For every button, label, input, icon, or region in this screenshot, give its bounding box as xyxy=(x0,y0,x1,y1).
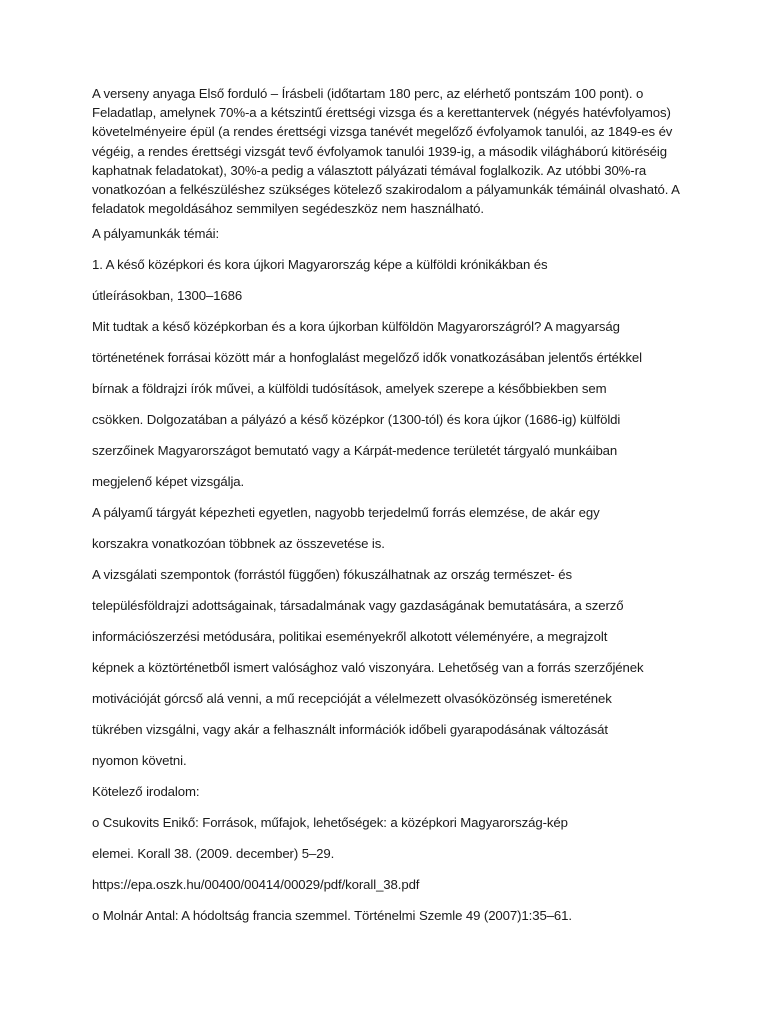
topic-body-line: Mit tudtak a késő középkorban és a kora újkorban külföldön Magyarországról? A magyarság xyxy=(92,319,620,335)
intro-line: végéig, a rendes érettségi vizsgát tevő évfolyamok tanulói 1939-ig, a második világháború kitöréséig xyxy=(92,143,667,159)
intro-line: követelményeire épül (a rendes érettségi vizsga tanévét megelőző évfolyamok tanulói, az 1849-es év xyxy=(92,124,673,140)
topic-body-line: motivációját górcső alá venni, a mű recepcióját a vélelmezett olvasóközönség ismeretének xyxy=(92,691,612,707)
reference-line: o Csukovits Enikő: Források, műfajok, lehetőségek: a középkori Magyarország-kép xyxy=(92,815,568,831)
required-reading-heading: Kötelező irodalom: xyxy=(92,784,200,800)
intro-line: kaphatnak feladatokat), 30%-a pedig a választott pályázati témával foglalkozik. Az utóbbi 30%-ra xyxy=(92,162,647,178)
intro-paragraph xyxy=(92,84,682,218)
topic-title-line: útleírásokban, 1300–1686 xyxy=(92,288,243,304)
topic-body-line: A vizsgálati szempontok (forrástól függően) fókuszálhatnak az ország természet- és xyxy=(92,567,572,583)
intro-line: A verseny anyaga Első forduló – Írásbeli (időtartam 180 perc, az elérhető pontszám 100 pont). o xyxy=(92,86,644,101)
intro-line: vonatkozóan a felkészüléshez szükséges kötelező szakirodalom a pályamunkák témáinál olvasható. A xyxy=(92,182,680,198)
topic-body-line: történetének forrásai között már a honfoglalást megelőző idők vonatkozásában jelentős értékkel xyxy=(92,350,642,366)
topic-body-line: korszakra vonatkozóan többnek az összevetése is. xyxy=(92,536,385,552)
topics-heading: A pályamunkák témái: xyxy=(92,226,220,242)
topic-body-line: csökken. Dolgozatában a pályázó a késő középkor (1300-tól) és kora újkor (1686-ig) külföldi xyxy=(92,412,621,428)
topic-body-line: A pályamű tárgyát képezheti egyetlen, nagyobb terjedelmű forrás elemzése, de akár egy xyxy=(92,505,600,521)
topics-section xyxy=(92,218,682,931)
reference-line: elemei. Korall 38. (2009. december) 5–29. xyxy=(92,846,335,862)
topic-body-line: információszerzési metódusára, politikai eseményekről alkotott véleményére, a megrajzolt xyxy=(92,629,608,645)
topic-body-line: szerzőinek Magyarországot bemutató vagy a Kárpát-medence területét tárgyaló munkáiban xyxy=(92,443,618,459)
topic-body-line: nyomon követni. xyxy=(92,753,187,769)
topic-title-line: 1. A késő középkori és kora újkori Magyarország képe a külföldi krónikákban és xyxy=(92,257,548,273)
intro-line: feladatok megoldásához semmilyen segédeszköz nem használható. xyxy=(92,201,484,217)
topic-body-line: képnek a köztörténetből ismert valósághoz való viszonyára. Lehetőség van a forrás szerzőjének xyxy=(92,660,644,676)
reference-url[interactable]: https://epa.oszk.hu/00400/00414/00029/pdf/korall_38.pdf xyxy=(92,877,420,893)
topic-body-line: megjelenő képet vizsgálja. xyxy=(92,474,245,490)
topic-body-line: tükrében vizsgálni, vagy akár a felhasznált információk időbeli gyarapodásának változását xyxy=(92,722,608,738)
reference-line: o Molnár Antal: A hódoltság francia szemmel. Történelmi Szemle 49 (2007)1:35–61. xyxy=(92,908,572,924)
topic-body-line: településföldrajzi adottságainak, társadalmának vagy gazdaságának bemutatására, a szerző xyxy=(92,598,624,614)
intro-line: Feladatlap, amelynek 70%-a a kétszintű érettségi vizsga és a kerettantervek (négyés hatévfolyamos) xyxy=(92,105,671,121)
topic-body-line: bírnak a földrajzi írók művei, a külföldi tudósítások, amelyek szerepe a későbbiekben sem xyxy=(92,381,607,397)
